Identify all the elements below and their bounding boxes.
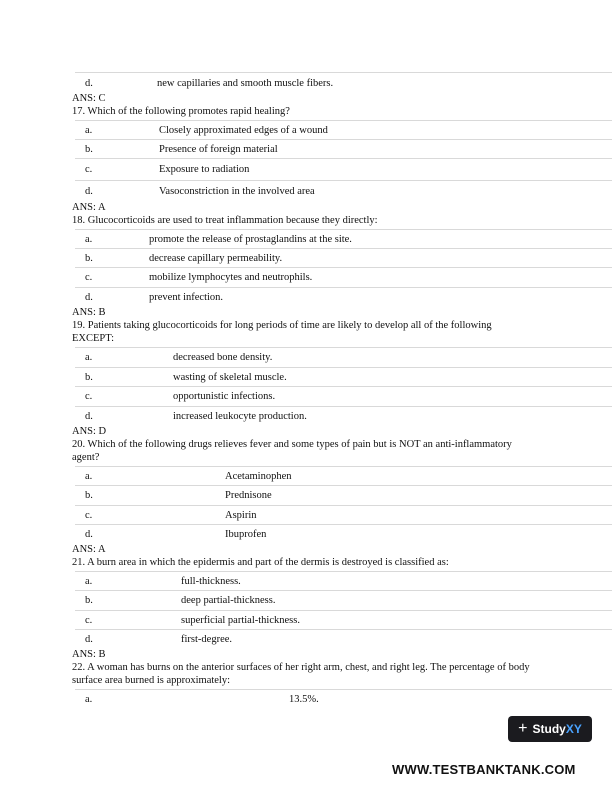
option-row bbox=[75, 229, 612, 249]
option-letter: d. bbox=[85, 634, 93, 645]
option-letter: a. bbox=[85, 576, 93, 587]
studyxy-badge[interactable] bbox=[508, 716, 592, 742]
option-text: first-degree. bbox=[181, 634, 233, 645]
badge-label: StudyXY bbox=[532, 722, 582, 736]
option-row bbox=[75, 158, 612, 181]
option-row bbox=[75, 120, 612, 140]
answer-label: ANS: C bbox=[72, 93, 106, 104]
option-row bbox=[75, 139, 612, 159]
option-letter: d. bbox=[85, 411, 93, 422]
option-letter: b. bbox=[85, 372, 93, 383]
option-text: decrease capillary permeability. bbox=[149, 253, 283, 264]
option-text: deep partial-thickness. bbox=[181, 595, 276, 606]
option-letter: a. bbox=[85, 352, 93, 363]
option-letter: b. bbox=[85, 595, 93, 606]
option-letter: b. bbox=[85, 490, 93, 501]
option-row bbox=[75, 267, 612, 288]
option-letter: a. bbox=[85, 471, 93, 482]
option-letter: b. bbox=[85, 253, 93, 264]
option-letter: c. bbox=[85, 164, 93, 175]
option-text: Prednisone bbox=[225, 490, 272, 501]
option-text: 13.5%. bbox=[289, 694, 319, 705]
option-row bbox=[75, 406, 612, 427]
answer-label: ANS: D bbox=[72, 426, 107, 437]
answer-label: ANS: B bbox=[72, 649, 106, 660]
option-text: full-thickness. bbox=[181, 576, 241, 587]
option-text: Presence of foreign material bbox=[159, 144, 278, 155]
option-letter: d. bbox=[85, 186, 93, 197]
option-row bbox=[75, 367, 612, 387]
option-text: superficial partial-thickness. bbox=[181, 615, 300, 626]
option-text: mobilize lymphocytes and neutrophils. bbox=[149, 272, 313, 283]
option-text: Closely approximated edges of a wound bbox=[159, 125, 328, 136]
option-text: Ibuprofen bbox=[225, 529, 267, 540]
option-letter: c. bbox=[85, 615, 93, 626]
option-row bbox=[75, 347, 612, 368]
option-row bbox=[75, 590, 612, 611]
option-row bbox=[75, 485, 612, 506]
option-text: Exposure to radiation bbox=[159, 164, 250, 175]
option-text: prevent infection. bbox=[149, 292, 224, 303]
option-row bbox=[75, 287, 612, 308]
option-text: new capillaries and smooth muscle fibers. bbox=[157, 78, 334, 89]
option-letter: d. bbox=[85, 78, 93, 89]
option-row bbox=[75, 248, 612, 268]
option-row bbox=[75, 610, 612, 630]
option-row bbox=[75, 571, 612, 591]
option-text: Vasoconstriction in the involved area bbox=[159, 186, 315, 197]
option-text: promote the release of prostaglandins at the site. bbox=[149, 234, 352, 245]
option-text: Aspirin bbox=[225, 510, 257, 521]
answer-label: ANS: B bbox=[72, 307, 106, 318]
option-text: increased leukocyte production. bbox=[173, 411, 307, 422]
option-row bbox=[75, 180, 612, 202]
option-row bbox=[75, 689, 612, 710]
question-text: 21. A burn area in which the epidermis and part of the dermis is destroyed is classified as: bbox=[72, 557, 449, 568]
option-letter: a. bbox=[85, 694, 93, 705]
option-text: wasting of skeletal muscle. bbox=[173, 372, 287, 383]
option-letter: a. bbox=[85, 234, 93, 245]
option-row bbox=[75, 505, 612, 525]
option-text: decreased bone density. bbox=[173, 352, 273, 363]
option-letter: d. bbox=[85, 292, 93, 303]
plus-icon: + bbox=[518, 720, 528, 737]
question-text: 22. A woman has burns on the anterior surfaces of her right arm, chest, and right leg. The percentage of body surface area burned is approximately: bbox=[72, 662, 530, 686]
option-letter: a. bbox=[85, 125, 93, 136]
option-letter: c. bbox=[85, 510, 93, 521]
footer-url: WWW.TESTBANKTANK.COM bbox=[392, 762, 576, 777]
option-letter: c. bbox=[85, 391, 93, 402]
option-letter: d. bbox=[85, 529, 93, 540]
option-row bbox=[75, 386, 612, 407]
option-letter: c. bbox=[85, 272, 93, 283]
option-row bbox=[75, 524, 612, 545]
question-text: 18. Glucocorticoids are used to treat inflammation because they directly: bbox=[72, 215, 378, 226]
option-text: opportunistic infections. bbox=[173, 391, 276, 402]
option-text: Acetaminophen bbox=[225, 471, 292, 482]
option-row bbox=[75, 629, 612, 650]
question-text: 19. Patients taking glucocorticoids for long periods of time are likely to develop all of the following EXCEPT: bbox=[72, 320, 492, 344]
answer-label: ANS: A bbox=[72, 202, 106, 213]
question-text: 20. Which of the following drugs relieves fever and some types of pain but is NOT an anti-inflammatory agent? bbox=[72, 439, 512, 463]
option-row bbox=[75, 466, 612, 486]
question-text: 17. Which of the following promotes rapid healing? bbox=[72, 106, 290, 117]
answer-label: ANS: A bbox=[72, 544, 106, 555]
option-row bbox=[75, 72, 612, 93]
option-letter: b. bbox=[85, 144, 93, 155]
